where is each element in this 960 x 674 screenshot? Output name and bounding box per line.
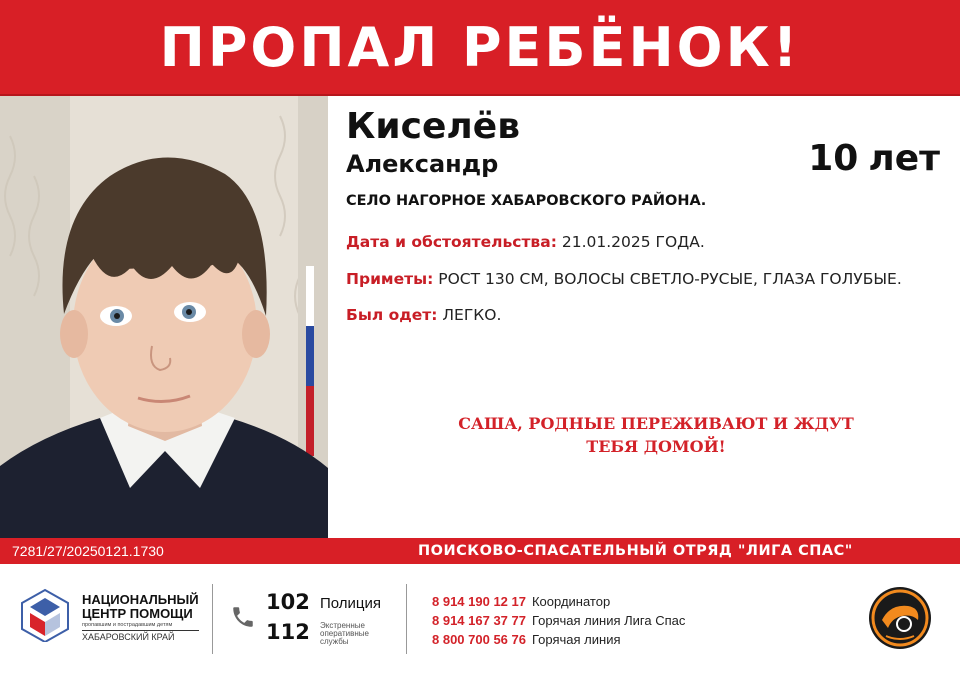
contact-row [432,592,685,611]
contact-phone[interactable]: 8 914 190 12 17 [432,594,526,609]
org-name: ПОИСКОВО-СПАСАТЕЛЬНЫЙ ОТРЯД "ЛИГА СПАС" [418,543,853,559]
first-name: Александр [346,150,499,178]
age [808,138,940,179]
contact-name: Координатор [531,594,611,609]
contact-phone[interactable]: 8 914 167 37 77 [432,613,526,628]
detail-label: Приметы: [346,270,434,288]
detail-row-date [346,233,705,251]
family-appeal [436,412,876,458]
emergency-label: Экстренные оперативные службы [320,621,369,646]
contact-phone[interactable]: 8 800 700 56 76 [432,632,526,647]
location: СЕЛО НАГОРНОЕ ХАБАРОВСКОГО РАЙОНА. [346,193,707,209]
phone-icon [230,604,256,630]
case-code: 7281/27/20250121.1730 [12,543,164,559]
age-unit: лет [868,138,940,179]
police-label: Полиция [320,595,382,612]
appeal-line: ТЕБЯ ДОМОЙ! [586,437,726,456]
org-bar [0,538,960,564]
ncp-logo-icon [18,588,72,642]
surname: Киселёв [346,106,520,147]
poster-title: ПРОПАЛ РЕБЁНОК! [159,15,801,79]
ncp-line1: НАЦИОНАЛЬНЫЙ [82,592,199,607]
detail-value: РОСТ 130 СМ, ВОЛОСЫ СВЕТЛО-РУСЫЕ, ГЛАЗА ГОЛУБЫЕ. [438,270,902,288]
detail-label: Дата и обстоятельства: [346,233,557,251]
contact-name: Горячая линия Лига Спас [531,613,686,628]
liga-spas-logo-icon [868,586,932,650]
emergency-number: 112 [266,620,310,644]
appeal-line: САША, РОДНЫЕ ПЕРЕЖИВАЮТ И ЖДУТ [458,414,854,433]
ncp-region: ХАБАРОВСКИЙ КРАЙ [82,630,199,642]
contacts-list [432,592,685,649]
detail-row-clothing [346,306,501,324]
divider [406,584,407,654]
police-number: 102 [266,590,310,614]
child-photo [0,96,328,538]
detail-value: 21.01.2025 ГОДА. [561,233,705,251]
ncp-line2: ЦЕНТР ПОМОЩИ [82,606,193,621]
divider [212,584,213,654]
ncp-tagline: пропавшим и пострадавшим детям [82,622,173,628]
ncp-text [82,593,199,642]
info-panel [346,100,946,530]
age-number: 10 [808,138,859,179]
footer [0,564,960,674]
contact-name: Горячая линия [531,632,621,647]
contact-row [432,630,685,649]
detail-row-features [346,270,902,288]
detail-value: ЛЕГКО. [442,306,502,324]
contact-row [432,611,685,630]
detail-label: Был одет: [346,306,438,324]
header-banner [0,0,960,96]
